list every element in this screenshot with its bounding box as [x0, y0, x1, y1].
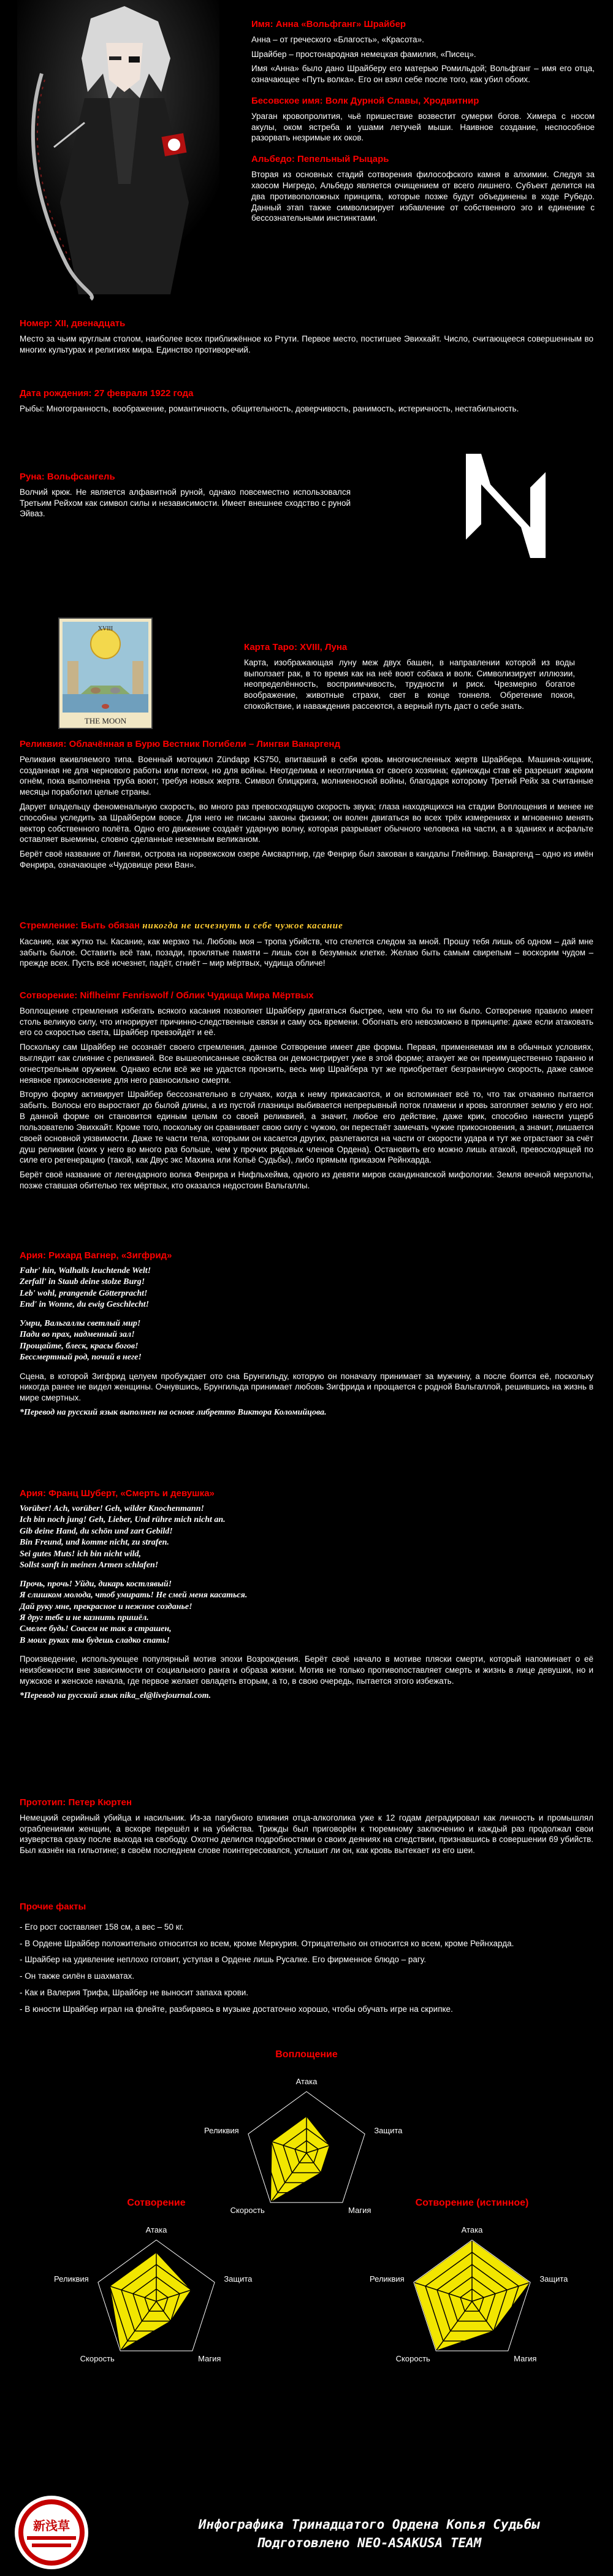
demon-name-text: Ураган кровопролития, чьё пришествие возвестит сумерки богов. Химера с носом акулы, оком ястреба и ушами летучей мыши. Наивное создание, неспособное разорвать незримые их оков. [251, 111, 595, 143]
rune-heading: Руна: Вольфсангель [20, 472, 115, 482]
facts-section [20, 1901, 593, 2020]
radar-chart-creation [54, 2196, 254, 2387]
character-portrait [17, 0, 219, 300]
aria-wagner-text: Сцена, в которой Зигфрид целуем пробуждает ото сна Брунгильду, которую он поначалу принимает за мужчину, а после боится её, поскольку никогда ранее не видел женщины. Очнувшись, Брунгильда принимает любовь Зигфрида и прощается с родной Вальгаллой, решившись на жизнь в мире смертных. [20, 1371, 593, 1403]
aria-schubert-russian [20, 1579, 593, 1647]
radar-axis-label: Атака [295, 2077, 318, 2087]
radar-value-area [110, 2252, 191, 2351]
relic-paragraph-2: Дарует владельцу феноменальную скорость, во много раз превосходящую скорость звука; глаза находящихся на стадии Воплощения и менее не способны уследить за Шрайбером вовсе. Для него не писаны законы физики; он волен двигаться во всех трёх измерениях и мгновенно менять вектор собственного полёта. Одно его движение создаёт ударную волну, которая разрывает обычного человека на части, а в зданиях и асфальте оставляет выемины, словно сделанные неземным великаном. [20, 802, 593, 844]
relic-section [20, 738, 593, 874]
creation-heading: Сотворение: Niflheimr Fenriswolf / Облик Чудища Мира Мёртвых [20, 990, 314, 1001]
lyric-line: Я слишком молода, чтоб умирать! Не смей меня касаться. [20, 1591, 248, 1600]
aria-schubert-section [20, 1488, 593, 1705]
radar-axis-label: Защита [224, 2274, 253, 2284]
tarot-card-image [59, 618, 152, 728]
radar-axis-label: Защита [539, 2274, 568, 2284]
birth-section [20, 388, 593, 418]
prototype-text: Немецкий серийный убийца и насильник. Из-за пагубного влияния отца-алкоголика уже к 12 годам деградировал как личность и промышлял ограблениями женщин, а вскоре перешёл и на убийства. Трижды был приговорён к тюремному заключению и каждый раз продолжал свои изуверства сразу после выхода на свободу. Охотно делился подробностями о своих деяниях на следствии, признавшись в совершении 69 убийств. Был казнён на гильотине; в своём последнем слове поинтересовался, услышит ли он, как кровь вытекает из его шеи. [20, 1813, 593, 1856]
tarot-text: Карта, изображающая луну меж двух башен, в направлении которой из воды выползает рак, в то время как на неё воют собака и волк. Символизирует иллюзии, неопределённость, восприимчивость, трудности и риск. Чрезмерно богатое воображение, животные страхи, свет в конце тоннеля. Обретение покоя, спокойствие, и наваждения рассеются, а верный путь даст о себе знать. [244, 657, 575, 711]
number-section [20, 318, 593, 359]
number-text: Место за чьим круглым столом, наиболее всех приближённое ко Ртути. Первое место, постигшее Эвихкайт. Число, считающееся совершенным во многих культурах и религиях мира. Единство противоречий. [20, 334, 593, 354]
fact-item: - Его рост составляет 158 см, а вес – 50 кг. [20, 1922, 184, 1932]
birth-text: Рыбы: Многогранность, воображение, романтичность, общительность, доверчивость, ранимость, истеричность, нестабильность. [20, 403, 519, 413]
fact-item: - В юности Шрайбер играл на флейте, разбираясь в музыке достаточно хорошо, чтобы обучать игре на скрипке. [20, 2004, 453, 2014]
lyric-line: Gib deine Hand, du schön und zart Gebild! [20, 1526, 173, 1536]
fact-item: - Как и Валерия Трифа, Шрайбер не выносит запаха крови. [20, 1988, 249, 1998]
radar-axis-label: Магия [514, 2353, 537, 2363]
lyric-line: Умри, Вальгаллы светлый мир! [20, 1318, 141, 1328]
lyric-line: Дай руку мне, прекрасное и нежное созданье! [20, 1602, 192, 1611]
chart-title: Сотворение [127, 2198, 186, 2208]
lyric-line: Ich bin noch jung! Geh, Lieber, Und rühre mich nicht an. [20, 1515, 226, 1525]
desire-heading-masked: никогда не исчезнуть [142, 921, 242, 931]
fact-item: - В Ордене Шрайбер положительно относится ко всем, кроме Меркурия. Отрицательно он относится ко всем, кроме Рейнхарда. [20, 1938, 514, 1948]
creation-paragraph-3: Вторую форму активирует Шрайбер бессознательно в случаях, когда к нему прикасаются, и он вспоминает всё то, что так отчаянно пытается забыть. Волосы его выростают до былой длины, а из пустой глазницы выбивается непрерывный поток пламени и кровь затопляет землю у его ног. В данной форме он становится единым целым со своей реликвией, а значит, любое его действие, даже крик, способно нанести ущерб пользователю Эвихкайт. Кроме того, поскольку он сравнивает свою силу с чужою, он перестаёт замечать чужие прикосновения, а значит, лишается своей основной уязвимости. Даже те части тела, которыми он касается других, разлетаются на части от скорости удара и тут же отрастают за счёт душ реликвии (коих у него во много раз больше, чем у прочих рядовых членов Ордена). Остановить его можно лишь атакой, превосходящей по силе его регенерацию (такой, как Двус экс Махина или Копьё Судьбы), либо прямым приказом Рейнхарда. [20, 1090, 593, 1165]
name-line-1: Анна – от греческого «Благость», «Красота». [251, 34, 424, 44]
aria-wagner-german [20, 1266, 593, 1311]
lyric-line: Бессмертный род, почий в неге! [20, 1353, 142, 1363]
fact-item: - Шрайбер на удивление неплохо готовит, уступая в Ордене лишь Русалке. Его фирменное блюдо – рагу. [20, 1955, 426, 1965]
tarot-card-label: THE MOON [84, 716, 127, 725]
creation-section [20, 990, 593, 1195]
birth-heading: Дата рождения: 27 февраля 1922 года [20, 388, 194, 399]
radar-axis-label: Магия [348, 2205, 371, 2215]
prototype-heading: Прототип: Петер Кюртен [20, 1797, 132, 1808]
creation-paragraph-2: Поскольку сам Шрайбер не осознаёт своего стремления, данное Сотворение имеет две формы. Первая, применяемая им в обычных условиях, выглядит как слияние с реликвией. Все вышеописанные свойства он демонстрирует уже в этой форме; атакует же он преимущественно таранно и огнестрельным оружием. Однако если всё же не удастся пронзить, весь мир Шрайбера тут же приобретает безграничную скорость, даже самое неявное прикосновение для него равносильно смерти. [20, 1042, 593, 1085]
number-heading: Номер: XII, двенадцать [20, 318, 126, 329]
footer-line-1: Инфографика Тринадцатого Ордена Копья Судьбы [198, 2517, 540, 2532]
radar-axis-label: Реликвия [54, 2274, 89, 2284]
lyric-line: Пади во прах, надменный зал! [20, 1330, 135, 1340]
rune-text: Волчий крюк. Не является алфавитной руной, однако повсеместно использовался Третьим Рейхом как символ силы и независимости. Имеет внешнее сходство с руной Эйваз. [20, 487, 351, 519]
lyric-line: Я друг тебе и не казнить пришёл. [20, 1613, 149, 1623]
lyric-line: Sei gutes Muts! ich bin nicht wild, [20, 1549, 141, 1559]
name-heading: Имя: Анна «Вольфганг» Шрайбер [251, 19, 406, 29]
lyric-line: Leb' wohl, prangende Götterpracht! [20, 1288, 148, 1298]
demon-name-heading: Бесовское имя: Волк Дурной Славы, Хродвитнир [251, 96, 479, 107]
desire-heading-suffix: и себе чужое касание [245, 921, 343, 931]
desire-heading-prefix: Стремление: Быть обязан [20, 920, 140, 931]
desire-heading [20, 920, 593, 933]
tarot-heading: Карта Таро: XVIII, Луна [244, 642, 348, 652]
footer [0, 2490, 613, 2576]
relic-paragraph-1: Реликвия вживляемого типа. Военный мотоцикл Zündapp KS750, впитавший в себя кровь многочисленных жертв Шрайбера. Машина-хищник, созданная не для чернового работы или потехи, но для войны. Неотделима и неотличима от своего хозяина; единожды став её разрешит жарким огнём, пока выполнена труба воют; требуя новых жертв. Символ блицкрига, молниеносной войны, благодаря которому Третий Рейх за считанные месяцы поработил целые страны. [20, 754, 593, 797]
desire-section [20, 920, 593, 973]
lyric-line: Fahr' hin, Walhalls leuchtende Welt! [20, 1266, 151, 1275]
radar-axis-label: Реликвия [370, 2274, 405, 2284]
aria-schubert-note: *Перевод на русский язык nika_el@livejournal.com. [20, 1691, 211, 1700]
lyric-line: Bin Freund, und komme nicht, zu strafen. [20, 1538, 169, 1548]
lyric-line: Zerfall' in Staub deine stolze Burg! [20, 1277, 145, 1287]
desire-text: Касание, как жутко ты. Касание, как мерзко ты. Любовь моя – тропа убийств, что стелется следом за мной. Прошу тебя лишь об одном – дай мне забыть былое. Оставить всё там, позади, проклятые памяти – лишь сон в безумных клетке. Желаю быть самым свирепым – воскорим чудом – прежде всех. Пусть всё исчезнет, падёт, сгниёт – мир мёртвых, чудища обличе! [20, 936, 593, 968]
lyric-line: Sollst sanft in meinen Armen schlafen! [20, 1561, 159, 1570]
albedo-text: Вторая из основных стадий сотворения философского камня в алхимии. Следуя за хаосом Нигредо, Альбедо является очищением от всего лишнего. Субъект делится на два противоположных принципа, которые позже будут объединены в ходе Рубедо. Данный этап также символизирует избавление от собственного эго и единение с бессознательными инстинктами. [251, 170, 595, 223]
radar-axis-label: Скорость [80, 2353, 115, 2363]
aria-wagner-heading: Ария: Рихард Вагнер, «Зигфрид» [20, 1250, 172, 1261]
prototype-section [20, 1797, 593, 1860]
aria-schubert-text: Произведение, использующее популярный мотив эпохи Возрождения. Берёт своё начало в мотиве пляски смерти, который напоминает о её неизбежности вне зависимости от социального ранга и образа жизни. Мотив не только противопоставляет смерть и жизнь в лице девушки, но и мужское и женское начала, где первое желает овладеть вторым, а то, в свою очередь, пытается этого избежать. [20, 1654, 593, 1686]
radar-axis-label: Скорость [395, 2353, 430, 2363]
fact-item: - Он также силён в шахматах. [20, 1971, 135, 1981]
relic-heading: Реликвия: Облачённая в Бурю Вестник Погибели – Лингви Ванаргенд [20, 739, 340, 749]
lyric-line: Смелее будь! Совсем не так я страшен, [20, 1624, 172, 1634]
radar-axis-label: Защита [374, 2126, 403, 2136]
name-line-2: Шрайбер – простонародная немецкая фамилия, «Писец». [251, 49, 476, 59]
creation-paragraph-1: Воплощение стремления избегать всякого касания позволяет Шрайберу двигаться быстрее, чем что бы то ни было. Сотворение правило имеет столь великую силу, что игнорирует причинно-следственные связи и саму ось времени. Обогнать его невозможно в принципе: даже если атаковать его со скоростью света, Шрайбер превзойдёт и её. [20, 1006, 593, 1038]
wolfsangel-rune-icon [454, 448, 558, 564]
aria-wagner-russian [20, 1318, 593, 1364]
chart-title: Сотворение (истинное) [415, 2198, 529, 2208]
aria-schubert-german [20, 1504, 593, 1572]
radar-axis-label: Скорость [230, 2205, 265, 2215]
relic-paragraph-3: Берёт своё название от Лингви, острова на норвежском озере Амсвартнир, где Фенрир был закован в кандалы Глейпнир. Ванаргенд – одно из имён Фенрира, означающее «Чудовище реки Ван». [20, 849, 593, 870]
team-logo [13, 2494, 89, 2570]
footer-credits [142, 2515, 596, 2552]
radar-axis-label: Атака [461, 2225, 483, 2235]
tarot-section [244, 641, 575, 716]
lyric-line: End' in Wonne, du ewig Geschlecht! [20, 1300, 150, 1310]
lyric-line: В моих руках ты будешь сладко спать! [20, 1635, 170, 1645]
aria-schubert-heading: Ария: Франц Шуберт, «Смерть и девушка» [20, 1488, 215, 1499]
radar-axis-label: Реликвия [204, 2126, 239, 2136]
radar-axis-label: Магия [198, 2353, 221, 2363]
facts-heading: Прочие факты [20, 1901, 86, 1912]
logo-text: 新浅草 [33, 2518, 70, 2533]
radar-axis-label: Атака [145, 2225, 167, 2235]
profile-block [251, 18, 595, 227]
chart-title: Воплощение [275, 2049, 338, 2060]
tarot-card-number: XVIII [97, 625, 113, 632]
rune-section [20, 471, 351, 523]
name-line-3: Имя «Анна» было дано Шрайберу его матерью Ромильдой; Вольфганг – имя его отца, означающее «Путь волка». Его он взял себе после того, как убил обоих. [251, 64, 595, 85]
lyric-line: Vorüber! Ach, vorüber! Geh, wilder Knochenmann! [20, 1504, 204, 1513]
lyric-line: Прочь, прочь! Уйди, дикарь костлявый! [20, 1579, 172, 1589]
creation-paragraph-4: Берёт своё название от легендарного волка Фенрира и Нифльхейма, одного из девяти миров скандинавской мифологии. Земля вечной мерзлоты, позже ставшая обителью тех мёртвых, кто оказался недостоин Вальгаллы. [20, 1170, 593, 1190]
radar-chart-true-creation [370, 2196, 570, 2387]
aria-wagner-note: *Перевод на русский язык выполнен на основе либретто Виктора Коломийцова. [20, 1407, 327, 1417]
lyric-line: Прощайте, блеск, красы богов! [20, 1341, 139, 1351]
aria-wagner-section [20, 1250, 593, 1422]
footer-line-2: Подготовлено NEO-ASAKUSA TEAM [256, 2536, 482, 2550]
albedo-heading: Альбедо: Пепельный Рыцарь [251, 154, 389, 165]
